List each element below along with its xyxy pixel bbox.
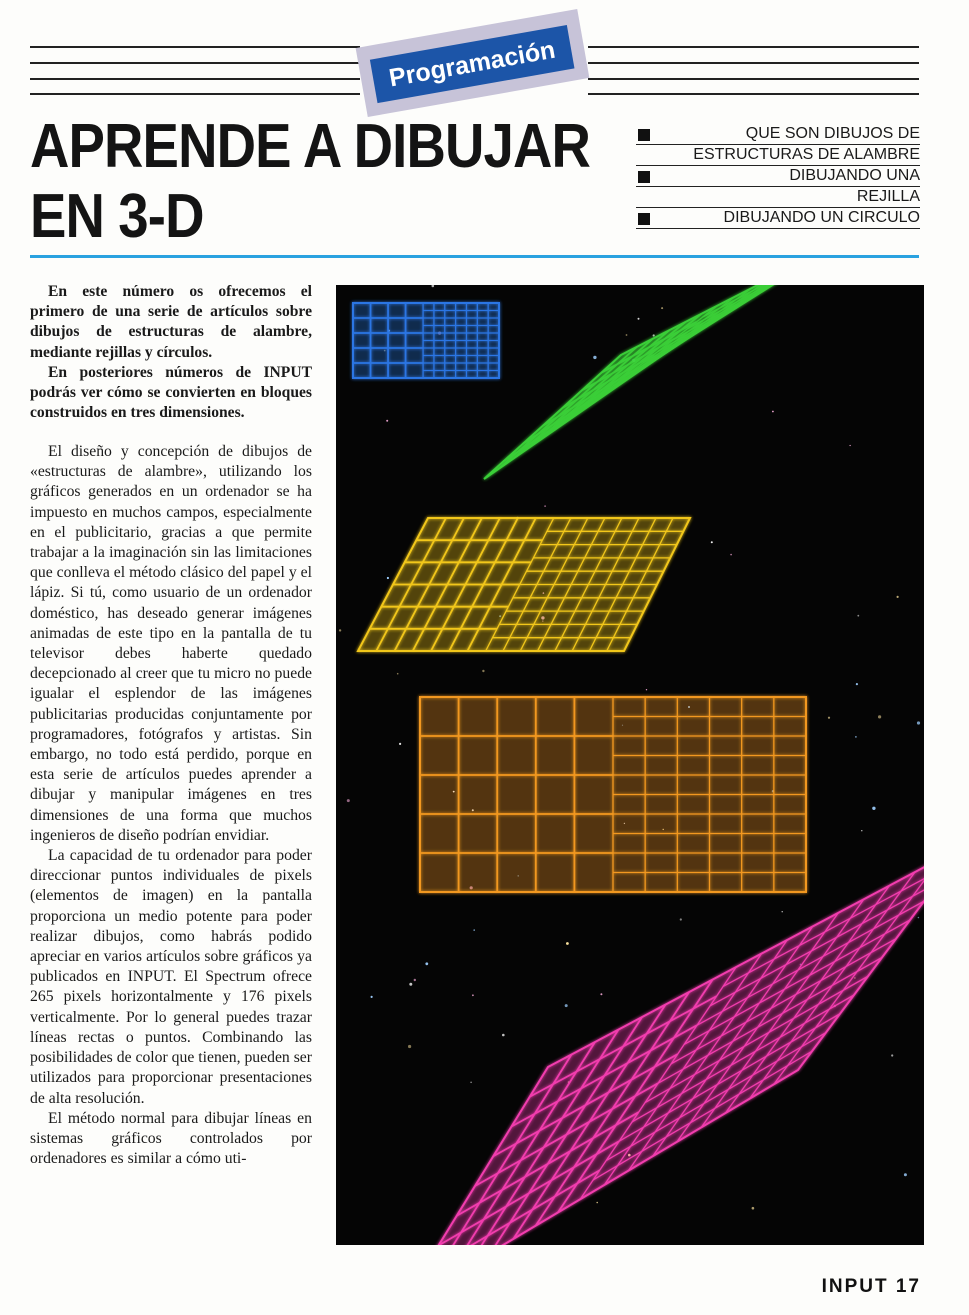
star xyxy=(856,683,858,685)
blue-grid xyxy=(353,303,499,378)
header-rule xyxy=(588,62,919,64)
divider-rule xyxy=(30,255,919,258)
star xyxy=(386,420,388,422)
star xyxy=(339,629,341,631)
header-rule xyxy=(30,46,360,48)
star xyxy=(897,596,899,598)
wireframe-illustration xyxy=(336,285,924,1245)
star xyxy=(661,307,663,309)
star xyxy=(593,356,596,359)
star xyxy=(646,689,647,690)
header-rule xyxy=(588,46,919,48)
star xyxy=(473,929,475,931)
body-paragraph: La capacidad de tu ordenador para poder direccionar puntos individuales de pixels (elementos de imagen) en la pantalla proporciona un medio potente para poder realizar dibujos, como habrás podido apreciar en varios artículos sobre gráficos ya publicados en INPUT. El Spectrum ofrece 265 pixels horizontalmente y 176 pixels verticalmente. Por lo general puedes trazar líneas rectas o puntos. Combinando las posibilidades de color que tienen, pueden ser utilizados para proporcionar presentaciones de alta resolución. xyxy=(30,847,312,1107)
wireframe-grids-image xyxy=(336,285,924,1245)
star xyxy=(600,993,602,995)
star xyxy=(371,996,373,998)
bullet-square-icon xyxy=(638,171,650,183)
body-paragraph: El diseño y concepción de dibujos de «estructuras de alambre», utilizando los gráficos generados en un ordenador se ha impuesto en muchos campos, especialmente en el publicitario, gracias a que permite trabajar a la imaginación sin las limitaciones que conlleva el método clásico del papel y el lápiz. Si tú, como usuario de un ordenador doméstico, has deseado generar imágenes animadas de este tipo en la pantalla de tu televisor debes haberte quedado decepcionado al creer que tu micro no puede igualar el esplendor de las imágenes publicitarias producidas conjuntamente por programadores, fotógrafos y artistas. Sin embargo, no todo está perdido, porque en esta serie de artículos puedes aprender a dibujar y manipular imágenes en tres dimensiones de una forma que muchos ingenieros de diseño podrían envidiar. xyxy=(30,443,312,844)
star xyxy=(918,917,920,919)
star xyxy=(680,918,682,920)
star xyxy=(482,670,484,672)
header-rule xyxy=(30,93,360,95)
star xyxy=(861,830,862,831)
star xyxy=(470,1082,472,1084)
star xyxy=(566,942,569,945)
contents-item-cont: ESTRUCTURAS DE ALAMBRE xyxy=(636,145,920,166)
star xyxy=(711,541,713,543)
star xyxy=(408,1045,411,1048)
star xyxy=(399,743,401,745)
star xyxy=(638,318,640,320)
star xyxy=(653,334,655,336)
intro-paragraph: En posteriores números de INPUT podrás ver cómo se convierten en bloques construidos en tres dimensiones. xyxy=(30,363,312,422)
star xyxy=(626,334,628,336)
page-number: 17 xyxy=(895,1276,921,1297)
bullet-square-icon xyxy=(638,129,650,141)
star xyxy=(772,411,774,413)
star xyxy=(502,1034,505,1037)
star xyxy=(828,717,830,719)
star xyxy=(872,807,875,810)
star xyxy=(891,1054,893,1056)
contents-item: QUE SON DIBUJOS DE xyxy=(636,124,920,145)
header-rule xyxy=(588,93,919,95)
page-footer xyxy=(822,1276,921,1298)
star xyxy=(730,554,732,556)
star xyxy=(565,1004,568,1007)
orange-grid xyxy=(420,697,806,892)
star xyxy=(425,962,428,965)
title-line-2: EN 3-D xyxy=(30,182,204,251)
star xyxy=(544,505,546,507)
intro-text xyxy=(30,282,312,423)
contents-item-cont: REJILLA xyxy=(636,187,920,208)
star xyxy=(878,715,881,718)
contents-item: DIBUJANDO UN CIRCULO xyxy=(636,208,920,229)
header-rule xyxy=(30,78,360,80)
star xyxy=(596,1202,598,1204)
star xyxy=(850,445,851,446)
star xyxy=(397,673,399,675)
star xyxy=(472,994,474,996)
star xyxy=(414,979,416,981)
article-body xyxy=(30,442,312,1169)
intro-paragraph: En este número os ofrecemos el primero de una serie de artículos sobre dibujos de estructuras de alambre, mediante rejillas y círculos. xyxy=(30,283,312,361)
star xyxy=(409,983,412,986)
bullet-square-icon xyxy=(638,213,650,225)
title-line-1: APRENDE A DIBUJAR xyxy=(30,112,591,181)
header-rule xyxy=(588,78,919,80)
contents-item: DIBUJANDO UNA xyxy=(636,166,920,187)
magazine-name: INPUT xyxy=(821,1276,889,1297)
star xyxy=(782,911,783,912)
star xyxy=(387,577,389,579)
star xyxy=(917,721,920,724)
star xyxy=(347,799,350,802)
star xyxy=(752,1207,755,1210)
star xyxy=(857,615,859,617)
header-rule xyxy=(30,62,360,64)
body-paragraph: El método normal para dibujar líneas en sistemas gráficos controlados por ordenadores es similar a cómo uti- xyxy=(30,1109,312,1168)
star xyxy=(855,736,857,738)
star xyxy=(904,1173,907,1176)
section-label: Programación xyxy=(370,25,575,103)
contents-list xyxy=(636,124,920,229)
article-title xyxy=(30,112,591,252)
section-tag xyxy=(356,9,590,117)
